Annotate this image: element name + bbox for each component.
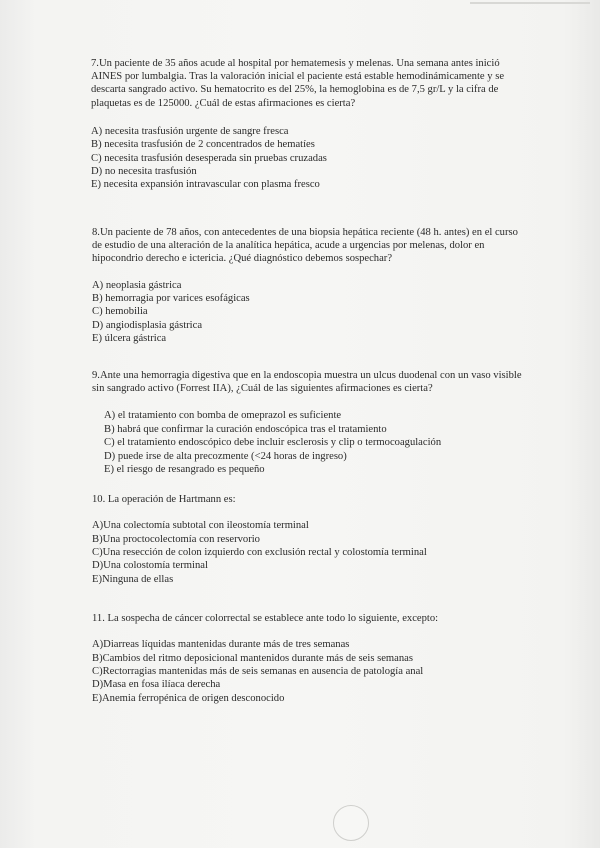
answer-options [0, 409, 600, 476]
option-b: B) hemorragia por varices esofágicas [92, 293, 250, 305]
option-c: C)Una resección de colon izquierdo con exclusión rectal y colostomía terminal [92, 547, 427, 559]
question-stem: 11. La sospecha de cáncer colorrectal se establece ante todo lo siguiente, excepto: [92, 613, 439, 624]
option-e: E) necesita expansión intravascular con plasma fresco [91, 179, 320, 191]
option-a: A) el tratamiento con bomba de omeprazol es suficiente [104, 410, 342, 422]
binder-hole [333, 805, 369, 841]
option-d: D) angiodisplasia gástrica [92, 319, 203, 331]
option-e: E)Ninguna de ellas [92, 573, 174, 585]
question-11 [0, 612, 600, 705]
option-d: D)Masa en fosa ilíaca derecha [92, 679, 221, 691]
answer-options [0, 279, 600, 346]
option-c: C) necesita trasfusión desesperada sin pruebas cruzadas [91, 152, 327, 164]
question-stem: 10. La operación de Hartmann es: [92, 494, 236, 505]
option-b: B) necesita trasfusión de 2 concentrados de hematíes [91, 139, 315, 151]
scan-edge-mark [470, 2, 590, 4]
option-d: D) puede irse de alta precozmente (<24 horas de ingreso) [104, 450, 347, 462]
option-c: C)Rectorragias mantenidas más de seis semanas en ausencia de patología anal [92, 666, 424, 678]
question-stem: 8.Un paciente de 78 años, con antecedentes de una biopsia hepática reciente (48 h. antes) en el curso de estudio de una alteración de la analítica hepática, acude a urgencias por melenas, dolor en hipocondrio derecho e ictericia. ¿Qué diagnóstico debemos sospechar? [92, 227, 518, 265]
option-a: A)Una colectomía subtotal con ileostomía terminal [92, 520, 309, 532]
option-b: B)Cambios del ritmo deposicional mantenidos durante más de seis semanas [92, 652, 413, 664]
answer-options [0, 125, 600, 192]
option-e: E) úlcera gástrica [92, 333, 167, 345]
option-a: A) necesita trasfusión urgente de sangre fresca [91, 125, 289, 137]
question-10 [0, 493, 600, 586]
option-c: C) hemobilia [92, 306, 148, 318]
option-c: C) el tratamiento endoscópico debe incluir esclerosis y clip o termocoagulación [104, 437, 442, 449]
question-9 [0, 369, 600, 476]
option-b: B)Una proctocolectomía con reservorio [92, 533, 260, 545]
option-b: B) habrá que confirmar la curación endoscópica tras el tratamiento [104, 423, 387, 435]
answer-options [0, 519, 600, 586]
option-e: E)Anemia ferropénica de origen desconocido [92, 692, 285, 704]
question-stem: 7.Un paciente de 35 años acude al hospital por hematemesis y melenas. Una semana antes inició AINES por lumbalgia. Tras la valoración inicial el paciente está estable hemodinámicamente y se descarta sangrado activo. Su hematocrito es del 25%, la hemoglobina es de 7,5 gr/L y la cifra de plaquetas es de 125000. ¿Cuál de estas afirmaciones es cierta? [91, 58, 505, 109]
option-d: D) no necesita trasfusión [91, 166, 197, 178]
question-8 [0, 226, 600, 346]
answer-options [0, 638, 600, 705]
option-d: D)Una colostomía terminal [92, 560, 208, 572]
option-a: A)Diarreas líquidas mantenidas durante más de tres semanas [92, 639, 350, 651]
question-stem: 9.Ante una hemorragia digestiva que en la endoscopia muestra un ulcus duodenal con un vaso visible sin sangrado activo (Forrest IIA), ¿Cuál de las siguientes afirmaciones es cierta? [92, 370, 522, 395]
option-a: A) neoplasia gástrica [92, 279, 182, 291]
option-e: E) el riesgo de resangrado es pequeño [104, 464, 265, 476]
question-7 [0, 57, 600, 192]
